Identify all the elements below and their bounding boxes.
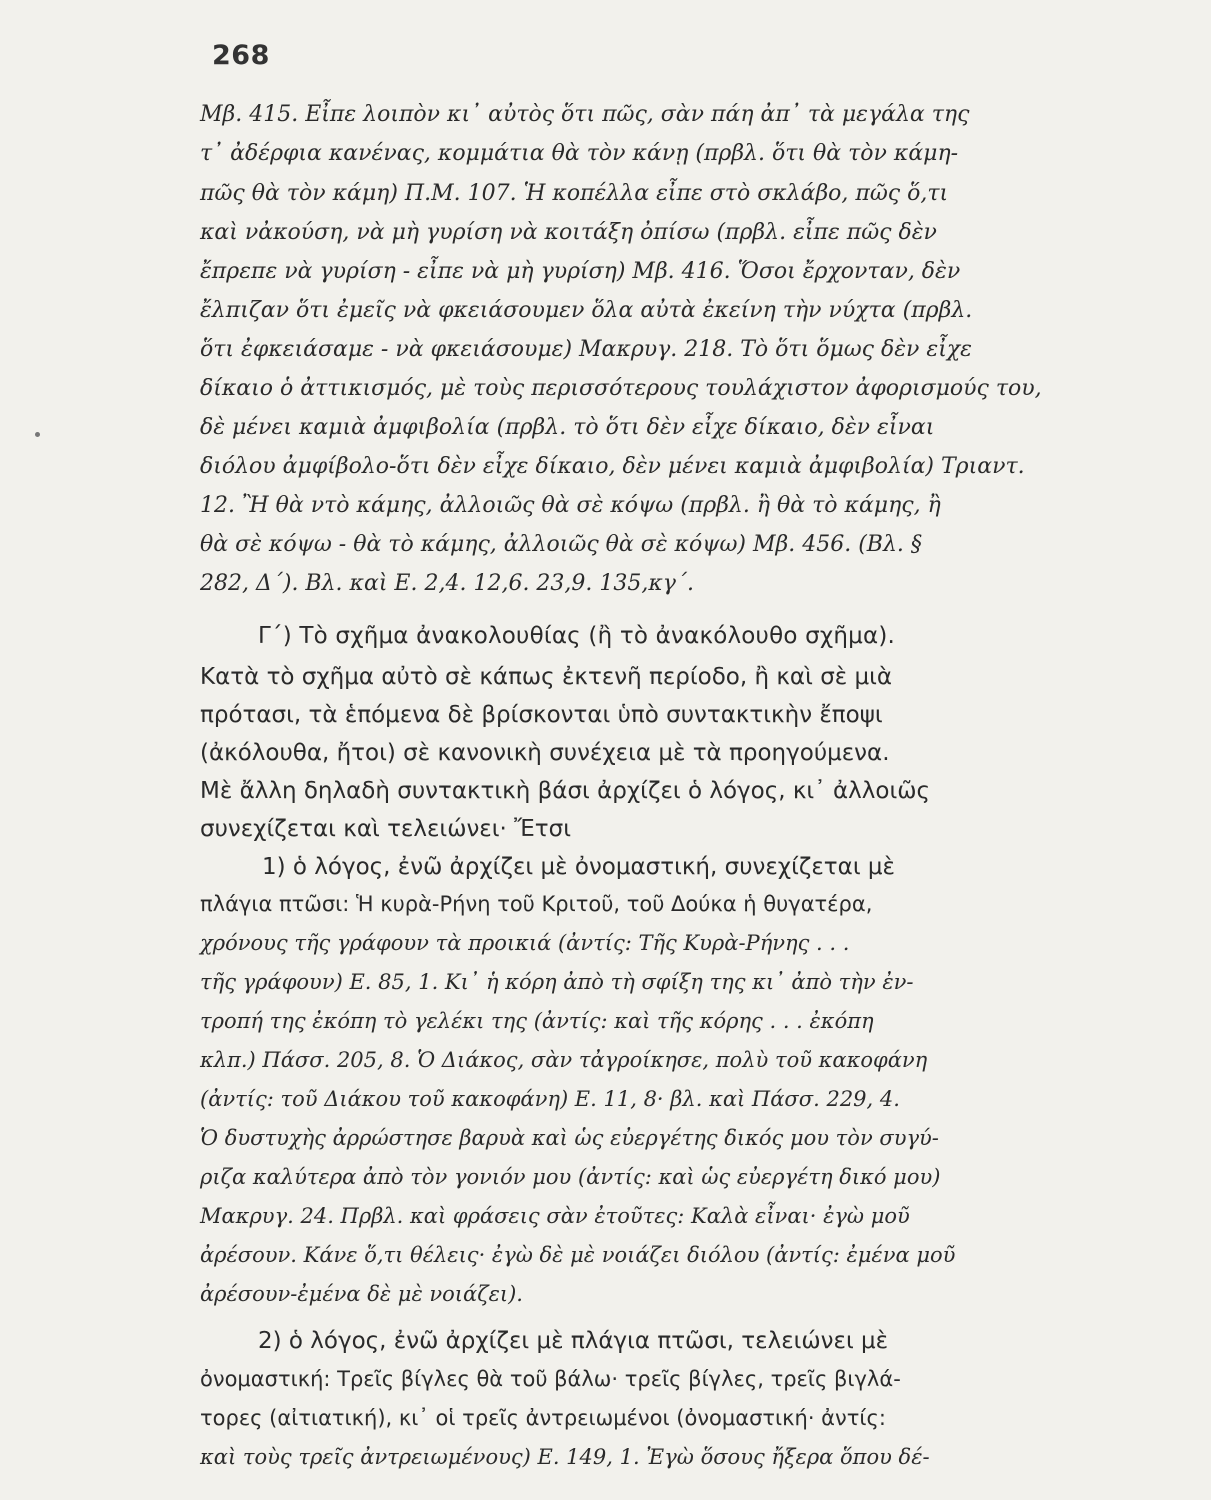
text-line: καὶ νἀκούση, νὰ μὴ γυρίση νὰ κοιτάξη ὀπίσω (πρβλ. εἶπε πῶς δὲν: [200, 220, 937, 245]
text-line: τ᾽ ἀδέρφια κανένας, κομμάτια θὰ τὸν κάνῃ (πρβλ. ὅτι θὰ τὸν κάμη-: [200, 141, 959, 166]
text-line: Μακρυγ. 24. Πρβλ. καὶ φράσεις σὰν ἐτοῦτες: Καλὰ εἶναι· ἐγὼ μοῦ: [200, 1204, 910, 1228]
text-line: 12. Ἢ θὰ ντὸ κάμης, ἀλλοιῶς θὰ σὲ κόψω (πρβλ. ἢ θὰ τὸ κάμης, ἢ: [200, 493, 941, 518]
text-line: πρότασι, τὰ ἑπόμενα δὲ βρίσκονται ὑπὸ συντακτικὴν ἔποψι: [200, 702, 883, 728]
text-line: ὅτι ἐφκειάσαμε - νὰ φκειάσουμε) Μακρυγ. 218. Τὸ ὅτι ὅμως δὲν εἶχε: [200, 337, 972, 362]
text-line: 1) ὁ λόγος, ἐνῶ ἀρχίζει μὲ ὀνομαστική, συνεχίζεται μὲ: [262, 854, 895, 880]
text-line: 282, Δ΄). Βλ. καὶ Ε. 2,4. 12,6. 23,9. 135,κγ΄.: [200, 571, 694, 596]
text-line: Ὁ δυστυχὴς ἀρρώστησε βαρυὰ καὶ ὡς εὐεργέτης δικός μου τὸν συγύ-: [200, 1126, 939, 1150]
text-line: συνεχίζεται καὶ τελειώνει· Ἔτσι: [200, 816, 572, 842]
text-line: Μὲ ἄλλη δηλαδὴ συντακτικὴ βάσι ἀρχίζει ὁ λόγος, κι᾽ ἀλλοιῶς: [200, 778, 931, 804]
text-line: ἀρέσουν. Κάνε ὅ,τι θέλεις· ἐγὼ δὲ μὲ νοιάζει διόλου (ἀντίς: ἐμένα μοῦ: [200, 1243, 956, 1267]
text-line: ἀρέσουν-ἐμένα δὲ μὲ νοιάζει).: [200, 1282, 523, 1306]
text-line: ὀνομαστική: Τρεῖς βίγλες θὰ τοῦ βάλω· τρεῖς βίγλες, τρεῖς βιγλά-: [200, 1367, 901, 1391]
text-line: δὲ μένει καμιὰ ἀμφιβολία (πρβλ. τὸ ὅτι δὲν εἶχε δίκαιο, δὲν εἶναι: [200, 415, 935, 440]
text-line: 2) ὁ λόγος, ἐνῶ ἀρχίζει μὲ πλάγια πτῶσι, τελειώνει μὲ: [258, 1328, 889, 1354]
section-heading: Γ΄) Τὸ σχῆμα ἀνακολουθίας (ἢ τὸ ἀνακόλουθο σχῆμα).: [258, 623, 896, 649]
text-line: καὶ τοὺς τρεῖς ἀντρειωμένους) Ε. 149, 1. Ἐγὼ ὅσους ἤξερα ὅπου δέ-: [200, 1445, 930, 1469]
text-line: τορες (αἰτιατική), κι᾽ οἱ τρεῖς ἀντρειωμένοι (ὀνομαστική· ἀντίς:: [200, 1406, 886, 1430]
page-number: 268: [212, 40, 270, 71]
text-line: πλάγια πτῶσι: Ἡ κυρὰ-Ρήνη τοῦ Κριτοῦ, τοῦ Δούκα ἡ θυγατέρα,: [200, 892, 873, 916]
text-line: ριζα καλύτερα ἀπὸ τὸν γονιόν μου (ἀντίς: καὶ ὡς εὐεργέτη δικό μου): [200, 1165, 941, 1189]
text-line: διόλου ἀμφίβολο-ὅτι δὲν εἶχε δίκαιο, δὲν μένει καμιὰ ἀμφιβολία) Τριαντ.: [200, 454, 1025, 479]
text-line: τῆς γράφουν) Ε. 85, 1. Κι᾽ ἡ κόρη ἀπὸ τὴ σφίξη της κι᾽ ἀπὸ τὴν ἐν-: [200, 970, 914, 994]
text-line: τροπή της ἐκόπη τὸ γελέκι της (ἀντίς: καὶ τῆς κόρης . . . ἐκόπη: [200, 1009, 874, 1033]
text-line: κλπ.) Πάσσ. 205, 8. Ὁ Διάκος, σὰν τἀγροίκησε, πολὺ τοῦ κακοφάνη: [200, 1048, 928, 1072]
text-line: Κατὰ τὸ σχῆμα αὐτὸ σὲ κάπως ἐκτενῆ περίοδο, ἢ καὶ σὲ μιὰ: [200, 664, 893, 690]
text-line: ἔπρεπε νὰ γυρίση - εἶπε νὰ μὴ γυρίση) Μβ. 416. Ὅσοι ἔρχονταν, δὲν: [200, 259, 961, 284]
text-line: χρόνους τῆς γράφουν τὰ προικιά (ἀντίς: Τῆς Κυρὰ-Ρήνης . . .: [200, 931, 850, 955]
text-line: (ἀντίς: τοῦ Διάκου τοῦ κακοφάνη) Ε. 11, 8· βλ. καὶ Πάσσ. 229, 4.: [200, 1087, 900, 1111]
text-line: ἔλπιζαν ὅτι ἐμεῖς νὰ φκειάσουμεν ὅλα αὐτὰ ἐκείνη τὴν νύχτα (πρβλ.: [200, 298, 973, 323]
text-line: θὰ σὲ κόψω - θὰ τὸ κάμης, ἀλλοιῶς θὰ σὲ κόψω) Μβ. 456. (Βλ. §: [200, 532, 922, 557]
text-line: πῶς θὰ τὸν κάμη) Π.Μ. 107. Ἡ κοπέλλα εἶπε στὸ σκλάβο, πῶς ὅ,τι: [200, 181, 949, 206]
margin-dot: [35, 432, 40, 437]
text-line: δίκαιο ὁ ἀττικισμός, μὲ τοὺς περισσότερους τουλάχιστον ἀφορισμούς του,: [200, 376, 1042, 401]
text-line: (ἀκόλουθα, ἤτοι) σὲ κανονικὴ συνέχεια μὲ τὰ προηγούμενα.: [200, 740, 890, 766]
text-line: Μβ. 415. Εἶπε λοιπὸν κι᾽ αὐτὸς ὅτι πῶς, σὰν πάη ἀπ᾽ τὰ μεγάλα της: [200, 102, 970, 127]
